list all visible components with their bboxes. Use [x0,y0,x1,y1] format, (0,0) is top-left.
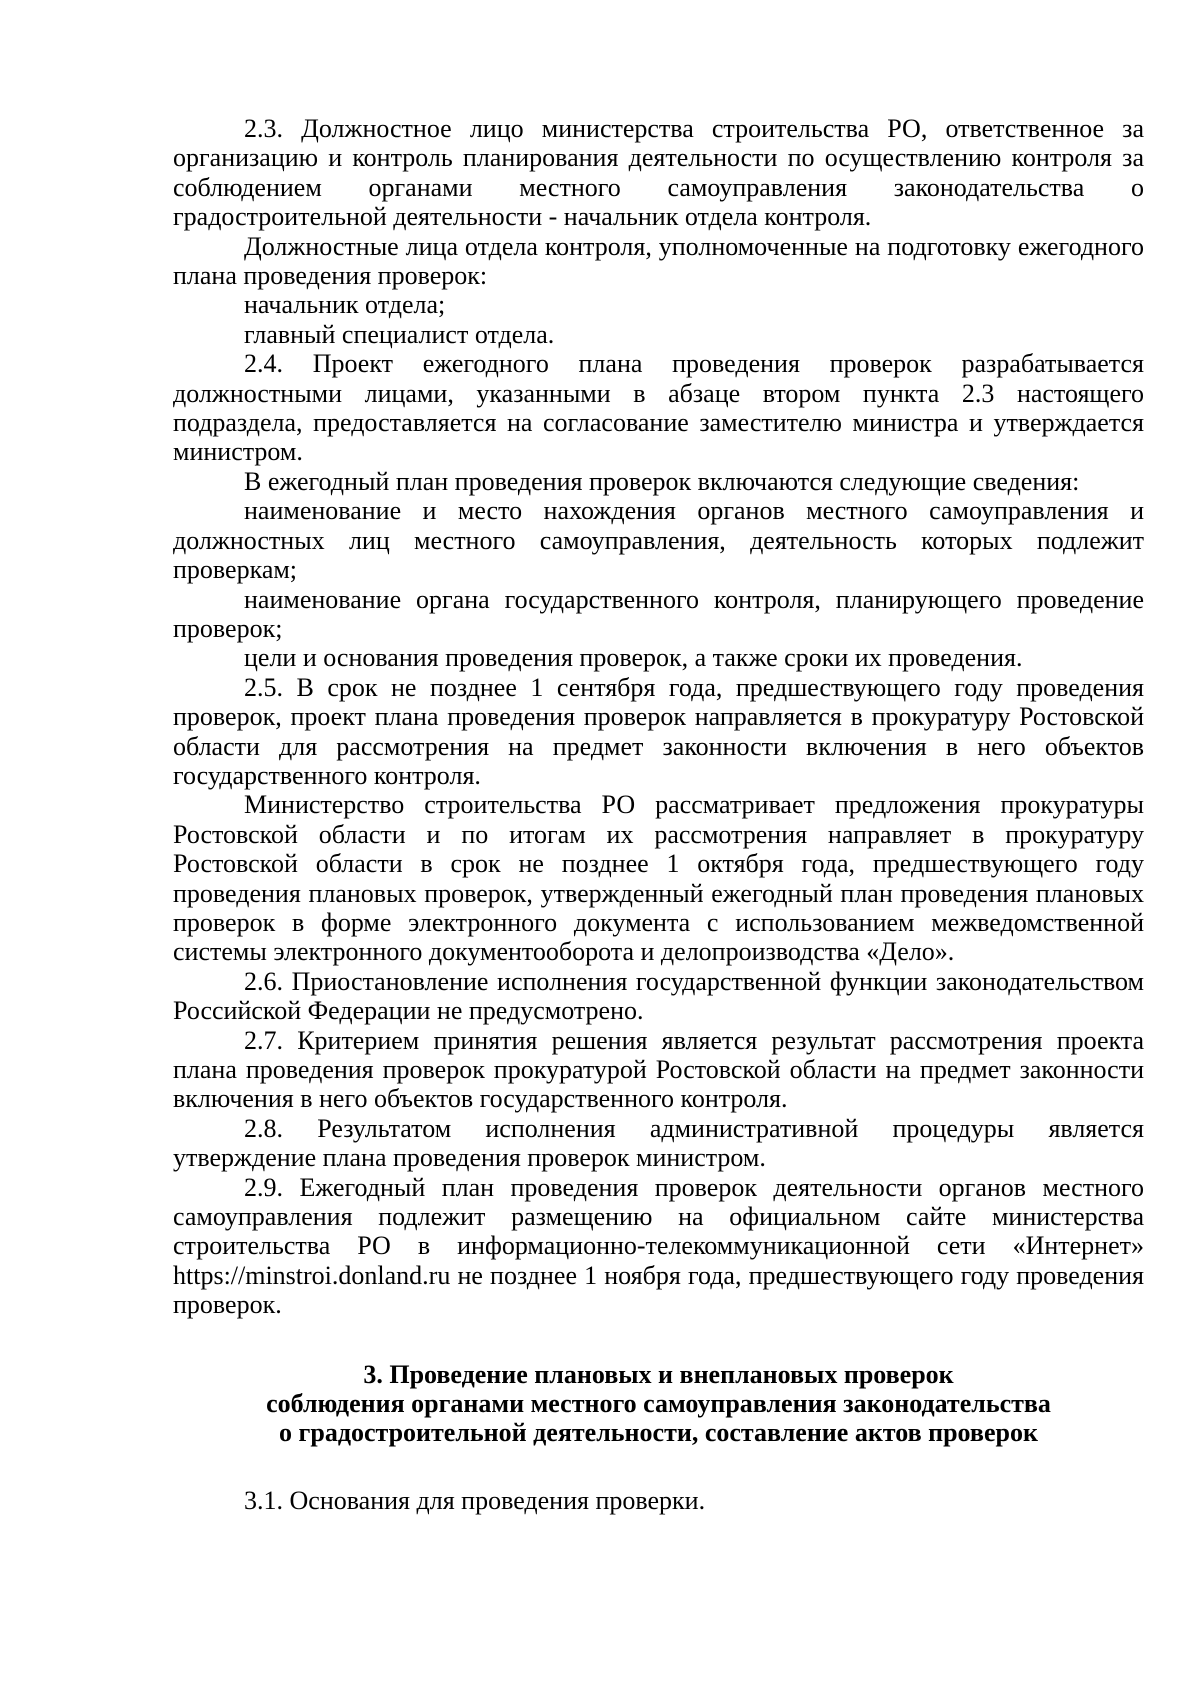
paragraph-2-5-ministry: Министерство строительства РО рассматривает предложения прокуратуры Ростовской области и по итогам их рассмотрения направляет в прокуратуру Ростовской области в срок не позднее 1 октября года, предшествующего году проведения плановых проверок, утвержденный ежегодный план проведения плановых проверок в форме электронного документа с использованием межведомственной системы электронного документооборота и делопроизводства «Дело». [173,790,1144,967]
paragraph-2-3: 2.3. Должностное лицо министерства строительства РО, ответственное за организацию и контроль планирования деятельности по осуществлению контроля за соблюдением органами местного самоуправления законодательства о градостроительной деятельности - начальник отдела контроля. [173,114,1144,232]
list-item-bodies-name-location: наименование и место нахождения органов местного самоуправления и должностных лиц местного самоуправления, деятельность которых подлежит проверкам; [173,496,1144,585]
paragraph-2-6: 2.6. Приостановление исполнения государственной функции законодательством Российской Федерации не предусмотрено. [173,966,1144,1026]
section-3-heading-line-3: о градостроительной деятельности, составление актов проверок [279,1418,1038,1448]
section-3-heading [173,1360,1144,1448]
paragraph-2-8: 2.8. Результатом исполнения административной процедуры является утверждение плана проведения проверок министром. [173,1113,1144,1173]
paragraph-2-5: 2.5. В срок не позднее 1 сентября года, предшествующего году проведения проверок, проект плана проведения проверок направляется в прокуратуру Ростовской области для рассмотрения на предмет законности включения в него объектов государственного контроля. [173,672,1144,790]
list-item-head-of-department: начальник отдела; [244,290,446,320]
section-3-heading-line-2: соблюдения органами местного самоуправления законодательства [266,1389,1051,1419]
paragraph-3-1: 3.1. Основания для проведения проверки. [244,1485,706,1515]
paragraph-2-3-officials: Должностные лица отдела контроля, уполномоченные на подготовку ежегодного плана проведения проверок: [173,231,1144,291]
list-item-chief-specialist: главный специалист отдела. [244,319,555,349]
section-3-heading-line-1: 3. Проведение плановых и внеплановых проверок [363,1359,954,1389]
paragraph-2-7: 2.7. Критерием принятия решения является результат рассмотрения проекта плана проведения проверок прокуратурой Ростовской области на предмет законности включения в него объектов государственного контроля. [173,1025,1144,1114]
paragraph-2-4: 2.4. Проект ежегодного плана проведения проверок разрабатывается должностными лицами, указанными в абзаце втором пункта 2.3 настоящего подраздела, предоставляется на согласование заместителю министра и утверждается министром. [173,349,1144,467]
paragraph-2-4-plan-contents: В ежегодный план проведения проверок включаются следующие сведения: [244,466,1080,496]
paragraph-2-9: 2.9. Ежегодный план проведения проверок деятельности органов местного самоуправления подлежит размещению на официальном сайте министерства строительства РО в информационно-телекоммуникационной сети «Интернет» https://minstroi.donland.ru не позднее 1 ноября года, предшествующего году проведения проверок. [173,1172,1144,1320]
list-item-goals-and-terms: цели и основания проведения проверок, а также сроки их проведения. [244,643,1023,673]
document-page [173,114,1144,1515]
list-item-control-body-name: наименование органа государственного контроля, планирующего проведение проверок; [173,584,1144,643]
